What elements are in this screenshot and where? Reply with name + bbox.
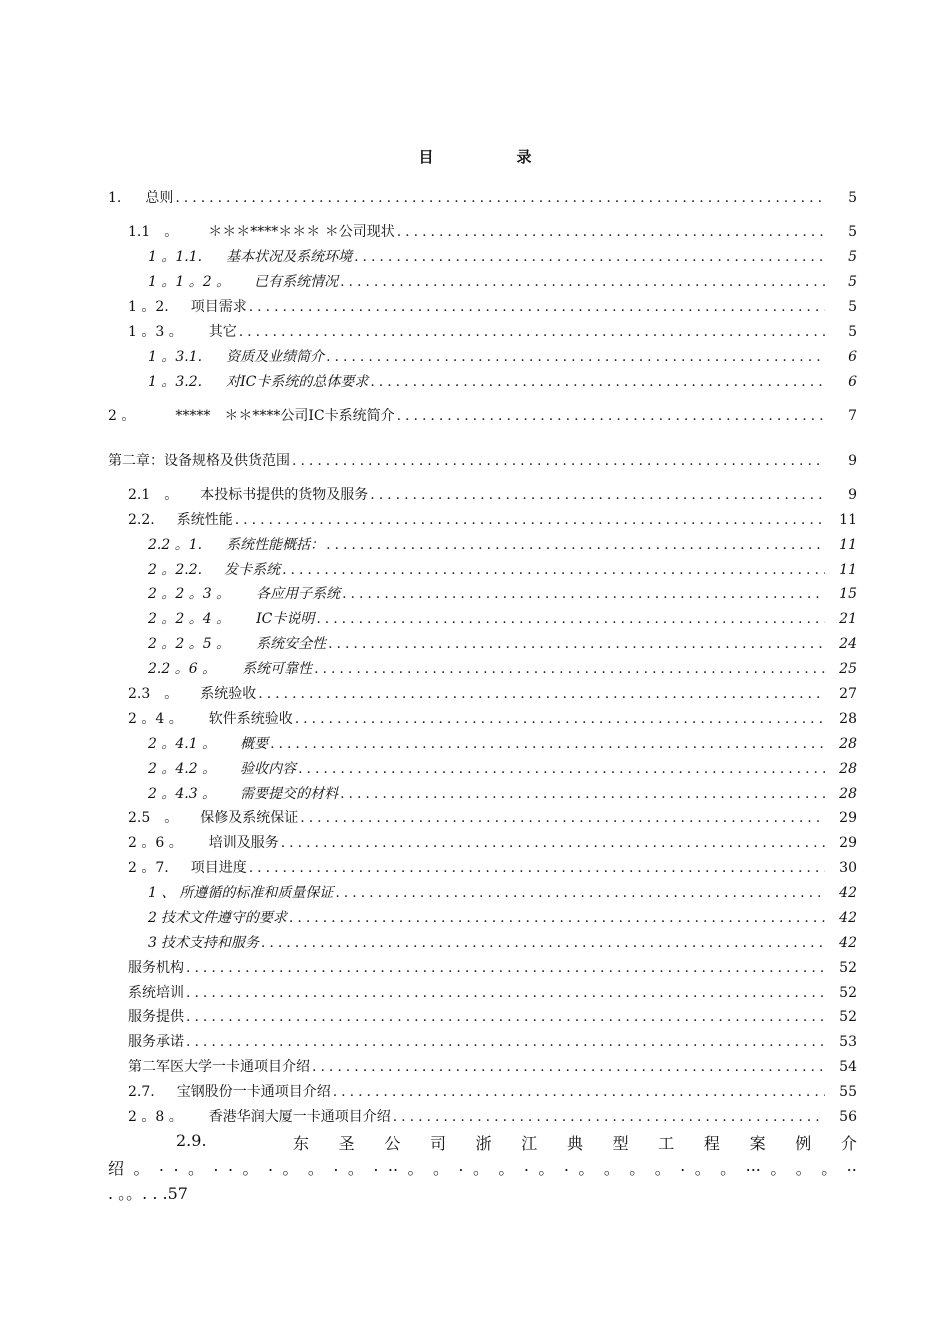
dot-leader bbox=[354, 247, 825, 267]
dot-leader bbox=[295, 709, 825, 729]
toc-entry-label: 系统性能概括： bbox=[226, 537, 325, 553]
toc-entry-page-number: 6 bbox=[848, 374, 857, 390]
dot-leader bbox=[340, 784, 825, 804]
justified-char: 例 bbox=[795, 1134, 812, 1153]
justified-char: . bbox=[680, 1156, 686, 1175]
toc-entry-label: 需要提交的材料 bbox=[240, 786, 339, 802]
toc-entry[interactable] bbox=[148, 734, 857, 754]
toc-entry-page-number: 30 bbox=[839, 860, 857, 876]
toc-entry-page-number: 24 bbox=[839, 636, 857, 652]
toc-entry-number: 2.2. bbox=[128, 512, 155, 528]
toc-entry-label: ＊＊＊****＊＊＊ ＊公司现状 bbox=[208, 224, 395, 240]
dot-leader bbox=[314, 659, 825, 679]
justified-char: 典 bbox=[566, 1134, 583, 1153]
toc-entry[interactable] bbox=[128, 709, 857, 729]
toc-entry-number: 2 。2 。4 。 bbox=[148, 611, 231, 627]
toc-entry-label: 验收内容 bbox=[240, 761, 297, 777]
toc-entry-page-number: 28 bbox=[839, 786, 857, 802]
toc-entry-label: ***** ＊＊****公司IC卡系统简介 bbox=[175, 408, 395, 424]
justified-char: . bbox=[563, 1156, 569, 1175]
toc-entry[interactable] bbox=[148, 372, 857, 392]
dot-leader bbox=[326, 347, 825, 367]
toc-entry[interactable] bbox=[128, 858, 857, 878]
toc-title: 目 录 bbox=[418, 148, 566, 166]
toc-entry-label: 项目需求 bbox=[190, 299, 247, 315]
dot-leader bbox=[281, 833, 825, 853]
dot-leader bbox=[249, 297, 825, 317]
toc-entry-page-number: 28 bbox=[839, 711, 857, 727]
toc-entry[interactable] bbox=[148, 609, 857, 629]
dot-leader bbox=[186, 1007, 825, 1027]
toc-entry-page-number: 5 bbox=[848, 274, 857, 290]
toc-entry-number: 1 。3.2. bbox=[148, 374, 203, 390]
dot-leader bbox=[370, 372, 825, 392]
toc-entry[interactable] bbox=[128, 297, 857, 317]
dot-leader bbox=[397, 406, 825, 426]
toc-entry-number: 1.1 。 bbox=[128, 224, 179, 240]
dot-leader bbox=[312, 1057, 825, 1077]
toc-entry-number: 1 。3 。 bbox=[128, 324, 183, 340]
toc-entry-label: 发卡系统 bbox=[224, 562, 281, 578]
toc-entry-label: 已有系统情况 bbox=[254, 274, 339, 290]
justified-char: 。 bbox=[347, 1159, 364, 1178]
toc-entry-label: 系统培训 bbox=[128, 985, 184, 1001]
toc-entry-page-number: 42 bbox=[839, 885, 857, 901]
toc-entry-page-number: 5 bbox=[848, 324, 857, 340]
toc-entry[interactable] bbox=[128, 1057, 857, 1077]
justified-char: 。 bbox=[472, 1159, 489, 1178]
toc-entry-label: 基本状况及系统环境 bbox=[226, 249, 353, 265]
toc-entry[interactable] bbox=[148, 272, 857, 292]
toc-entry-number: 2 bbox=[148, 910, 157, 926]
justified-char: 。 bbox=[770, 1159, 787, 1178]
toc-entry-number: 2 。2.2. bbox=[148, 562, 203, 578]
justified-char: 。 bbox=[795, 1159, 812, 1178]
justified-char: 。 bbox=[694, 1159, 711, 1178]
toc-entry-page-number: 29 bbox=[839, 835, 857, 851]
toc-entry[interactable] bbox=[108, 188, 857, 208]
toc-entry-label: 服务承诺 bbox=[128, 1034, 184, 1050]
toc-entry-number: 3 bbox=[148, 935, 157, 951]
justified-char: 江 bbox=[521, 1134, 538, 1153]
toc-entry-page-number: 11 bbox=[839, 537, 857, 553]
dot-leader bbox=[186, 958, 825, 978]
toc-entry-label: 技术文件遵守的要求 bbox=[160, 910, 287, 926]
toc-entry-page-number: 7 bbox=[848, 408, 857, 424]
justified-char: 浙 bbox=[475, 1134, 492, 1153]
toc-entry[interactable] bbox=[108, 451, 857, 471]
dot-leader bbox=[397, 222, 825, 242]
toc-entry-label: IC卡说明 bbox=[256, 611, 315, 627]
justified-char: 案 bbox=[749, 1134, 766, 1153]
toc-entry[interactable] bbox=[148, 535, 857, 555]
toc-entry-number: 1 。3.1. bbox=[148, 349, 203, 365]
toc-entry-page-number: 55 bbox=[839, 1084, 857, 1100]
toc-entry-label: 第二章：设备规格及供货范围 bbox=[108, 453, 290, 469]
dot-leader bbox=[175, 188, 825, 208]
toc-entry-number: 2.2 。1. bbox=[148, 537, 203, 553]
toc-entry-number: 2.5 。 bbox=[128, 810, 179, 826]
dot-leader bbox=[239, 322, 825, 342]
toc-entry[interactable] bbox=[128, 833, 857, 853]
toc-entry-number: 2.2 。6 。 bbox=[148, 661, 217, 677]
toc-entry-number: 2 。6 。 bbox=[128, 835, 183, 851]
dot-leader bbox=[261, 933, 825, 953]
toc-entry[interactable] bbox=[148, 634, 857, 654]
dot-leader bbox=[186, 983, 825, 1003]
toc-entry-label: 香港华润大厦一卡通项目介绍 bbox=[208, 1109, 391, 1125]
justified-char: 介 bbox=[840, 1134, 857, 1153]
dot-leader bbox=[270, 734, 825, 754]
toc-entry-label: 技术支持和服务 bbox=[160, 935, 259, 951]
justified-char: . bbox=[458, 1156, 464, 1175]
toc-entry-number: 1 、 bbox=[148, 885, 176, 901]
dot-leader bbox=[335, 883, 825, 903]
toc-entry-page-number: 56 bbox=[839, 1109, 857, 1125]
dot-leader bbox=[235, 510, 825, 530]
justified-char: . bbox=[173, 1156, 179, 1175]
toc-entry-number: 2.9. bbox=[176, 1131, 207, 1150]
toc-entry[interactable] bbox=[128, 1082, 857, 1102]
toc-entry-number: 2 。4.1 。 bbox=[148, 736, 217, 752]
toc-entry-number: 2 。7. bbox=[128, 860, 169, 876]
toc-entry[interactable] bbox=[148, 659, 857, 679]
justified-char: .. bbox=[846, 1156, 857, 1175]
toc-entry-label: 系统性能 bbox=[176, 512, 233, 528]
toc-entry-number: 2 。4 。 bbox=[128, 711, 183, 727]
justified-char: 。 bbox=[538, 1159, 555, 1178]
justified-char: 。 bbox=[407, 1159, 424, 1178]
justified-char: 。 bbox=[821, 1159, 838, 1178]
toc-entry[interactable] bbox=[148, 908, 857, 928]
toc-entry[interactable] bbox=[128, 222, 857, 242]
toc-entry-label: 各应用子系统 bbox=[256, 586, 341, 602]
dot-leader bbox=[340, 272, 825, 292]
toc-entry[interactable] bbox=[148, 883, 857, 903]
toc-entry-label: 宝钢股份一卡通项目介绍 bbox=[176, 1084, 331, 1100]
toc-entry[interactable] bbox=[148, 759, 857, 779]
toc-entry-label: 对IC卡系统的总体要求 bbox=[226, 374, 369, 390]
dot-leader bbox=[249, 858, 825, 878]
toc-entry-label: 其它 bbox=[208, 324, 237, 340]
toc-entry[interactable] bbox=[148, 933, 857, 953]
toc-entry[interactable] bbox=[128, 684, 857, 704]
justified-char: 司 bbox=[429, 1134, 446, 1153]
justified-char: 。 bbox=[187, 1159, 204, 1178]
toc-entry-page-number: 6 bbox=[848, 349, 857, 365]
toc-entry-label: 总则 bbox=[145, 190, 174, 206]
toc-entry-page-number: 52 bbox=[839, 960, 857, 976]
justified-char: 。 bbox=[603, 1159, 620, 1178]
toc-entry-number: 2 。2 。3 。 bbox=[148, 586, 231, 602]
justified-char: 。 bbox=[133, 1159, 150, 1178]
justified-char: .. bbox=[387, 1156, 399, 1175]
dot-leader bbox=[186, 1032, 825, 1052]
toc-entry-page-number: 5 bbox=[848, 249, 857, 265]
justified-char: 。 bbox=[307, 1159, 324, 1178]
toc-entry-number: 2 。2 。5 。 bbox=[148, 636, 231, 652]
toc-entry-page-number: 5 bbox=[848, 224, 857, 240]
justified-char: 。 bbox=[720, 1159, 737, 1178]
toc-entry-number: 2.1 。 bbox=[128, 487, 179, 503]
justified-char: . bbox=[227, 1156, 234, 1175]
toc-entry-label bbox=[293, 1131, 857, 1154]
toc-entry-last-line3: . 。。. . .57 bbox=[108, 1184, 188, 1203]
toc-entry-page-number: 9 bbox=[848, 487, 857, 503]
dot-leader bbox=[326, 535, 825, 555]
toc-entry-page-number: 11 bbox=[839, 512, 857, 528]
toc-entry-page-number: 28 bbox=[839, 736, 857, 752]
toc-entry-label: 保修及系统保证 bbox=[200, 810, 299, 826]
toc-entry-number: 1 。1.1. bbox=[148, 249, 203, 265]
toc-entry[interactable] bbox=[148, 347, 857, 367]
toc-entry-number: 1 。2. bbox=[128, 299, 169, 315]
toc-entry-page-number: 52 bbox=[839, 985, 857, 1001]
justified-char: . bbox=[267, 1156, 274, 1175]
toc-entry-last-line2 bbox=[108, 1156, 857, 1176]
toc-entry[interactable] bbox=[148, 784, 857, 804]
dot-leader bbox=[300, 808, 825, 828]
toc-entry-number: 2 。4.3 。 bbox=[148, 786, 217, 802]
justified-char: 。 bbox=[282, 1159, 299, 1178]
justified-char: 程 bbox=[703, 1134, 720, 1153]
toc-entry-number: 1 。1 。2 。 bbox=[148, 274, 231, 290]
toc-entry-last-line1[interactable] bbox=[108, 1131, 857, 1151]
toc-entry-page-number: 42 bbox=[839, 910, 857, 926]
justified-char: . bbox=[373, 1156, 379, 1175]
toc-entry[interactable] bbox=[128, 322, 857, 342]
dot-leader bbox=[289, 908, 825, 928]
toc-entry[interactable] bbox=[148, 584, 857, 604]
toc-entry-label: 项目进度 bbox=[190, 860, 247, 876]
dot-leader bbox=[282, 560, 825, 580]
dot-leader bbox=[298, 759, 825, 779]
toc-entry-page-number: 5 bbox=[848, 299, 857, 315]
dot-leader bbox=[342, 584, 825, 604]
toc-entry-label: 本投标书提供的货物及服务 bbox=[200, 487, 369, 503]
toc-entry-label: 所遵循的标准和质量保证 bbox=[179, 885, 334, 901]
justified-char: . bbox=[213, 1156, 219, 1175]
toc-entry[interactable] bbox=[128, 510, 857, 530]
toc-entry-label: 系统验收 bbox=[200, 686, 257, 702]
toc-entry-label: 培训及服务 bbox=[208, 835, 279, 851]
justified-char: 。 bbox=[654, 1159, 671, 1178]
toc-entry-label: 概要 bbox=[240, 736, 269, 752]
justified-char: . bbox=[333, 1156, 339, 1175]
toc-entry-number: 2 。4.2 。 bbox=[148, 761, 217, 777]
dot-leader bbox=[328, 634, 825, 654]
toc-entry-number: 1. bbox=[108, 190, 122, 206]
toc-entry[interactable] bbox=[108, 406, 857, 426]
toc-entry[interactable] bbox=[128, 958, 857, 978]
toc-entry-label: 软件系统验收 bbox=[208, 711, 293, 727]
dot-leader bbox=[316, 609, 825, 629]
toc-entry-page-number: 5 bbox=[848, 190, 857, 206]
dot-leader bbox=[292, 451, 825, 471]
toc-entry-page-number: 15 bbox=[839, 586, 857, 602]
justified-char: 。 bbox=[498, 1159, 515, 1178]
dot-leader bbox=[258, 684, 825, 704]
toc-entry-page-number: 52 bbox=[839, 1009, 857, 1025]
toc-entry-number: 2.3 。 bbox=[128, 686, 179, 702]
toc-entry-label: 服务机构 bbox=[128, 960, 184, 976]
dot-leader bbox=[333, 1082, 825, 1102]
justified-char: ... bbox=[745, 1156, 761, 1175]
toc-entry[interactable] bbox=[128, 1007, 857, 1027]
toc-entry-page-number: 29 bbox=[839, 810, 857, 826]
toc-entry[interactable] bbox=[128, 808, 857, 828]
justified-char: 东 bbox=[293, 1134, 310, 1153]
toc-entry-page-number: 42 bbox=[839, 935, 857, 951]
justified-char: 。 bbox=[432, 1159, 449, 1178]
toc-entry-page-number: 9 bbox=[848, 453, 857, 469]
toc-entry-page-number: 53 bbox=[839, 1034, 857, 1050]
toc-entry[interactable] bbox=[128, 485, 857, 505]
toc-entry-number: 2.7. bbox=[128, 1084, 155, 1100]
toc-entry[interactable] bbox=[128, 1107, 857, 1127]
toc-entry[interactable] bbox=[128, 983, 857, 1003]
toc-entry-page-number: 27 bbox=[839, 686, 857, 702]
justified-char: 绍 bbox=[108, 1159, 125, 1178]
dot-leader bbox=[393, 1107, 825, 1127]
toc-entry-label: 服务提供 bbox=[128, 1009, 184, 1025]
justified-char: 工 bbox=[658, 1134, 675, 1153]
toc-entry[interactable] bbox=[148, 247, 857, 267]
toc-entry-page-number: 11 bbox=[839, 562, 857, 578]
dot-leader bbox=[370, 485, 825, 505]
justified-char: 型 bbox=[612, 1134, 629, 1153]
toc-entry-number: 2 。8 。 bbox=[128, 1109, 183, 1125]
toc-entry-label: 第二军医大学一卡通项目介绍 bbox=[128, 1059, 310, 1075]
justified-char: . bbox=[523, 1156, 529, 1175]
toc-entry-label: 系统可靠性 bbox=[242, 661, 313, 677]
justified-char: 。 bbox=[242, 1159, 259, 1178]
toc-entry-label: 资质及业绩简介 bbox=[226, 349, 325, 365]
toc-entry-number: 2 。 bbox=[108, 408, 136, 424]
toc-entry-page-number: 21 bbox=[839, 611, 857, 627]
justified-char: 圣 bbox=[338, 1134, 355, 1153]
toc-entry[interactable] bbox=[128, 1032, 857, 1052]
toc-entry-page-number: 25 bbox=[839, 661, 857, 677]
toc-entry[interactable] bbox=[148, 560, 857, 580]
toc-entry-page-number: 54 bbox=[839, 1059, 857, 1075]
justified-char: 。 bbox=[629, 1159, 646, 1178]
justified-char: 公 bbox=[384, 1134, 401, 1153]
toc-entry-page-number: 28 bbox=[839, 761, 857, 777]
toc-entry-label: 系统安全性 bbox=[256, 636, 327, 652]
justified-char: 。 bbox=[578, 1159, 595, 1178]
justified-char: . bbox=[158, 1156, 164, 1175]
